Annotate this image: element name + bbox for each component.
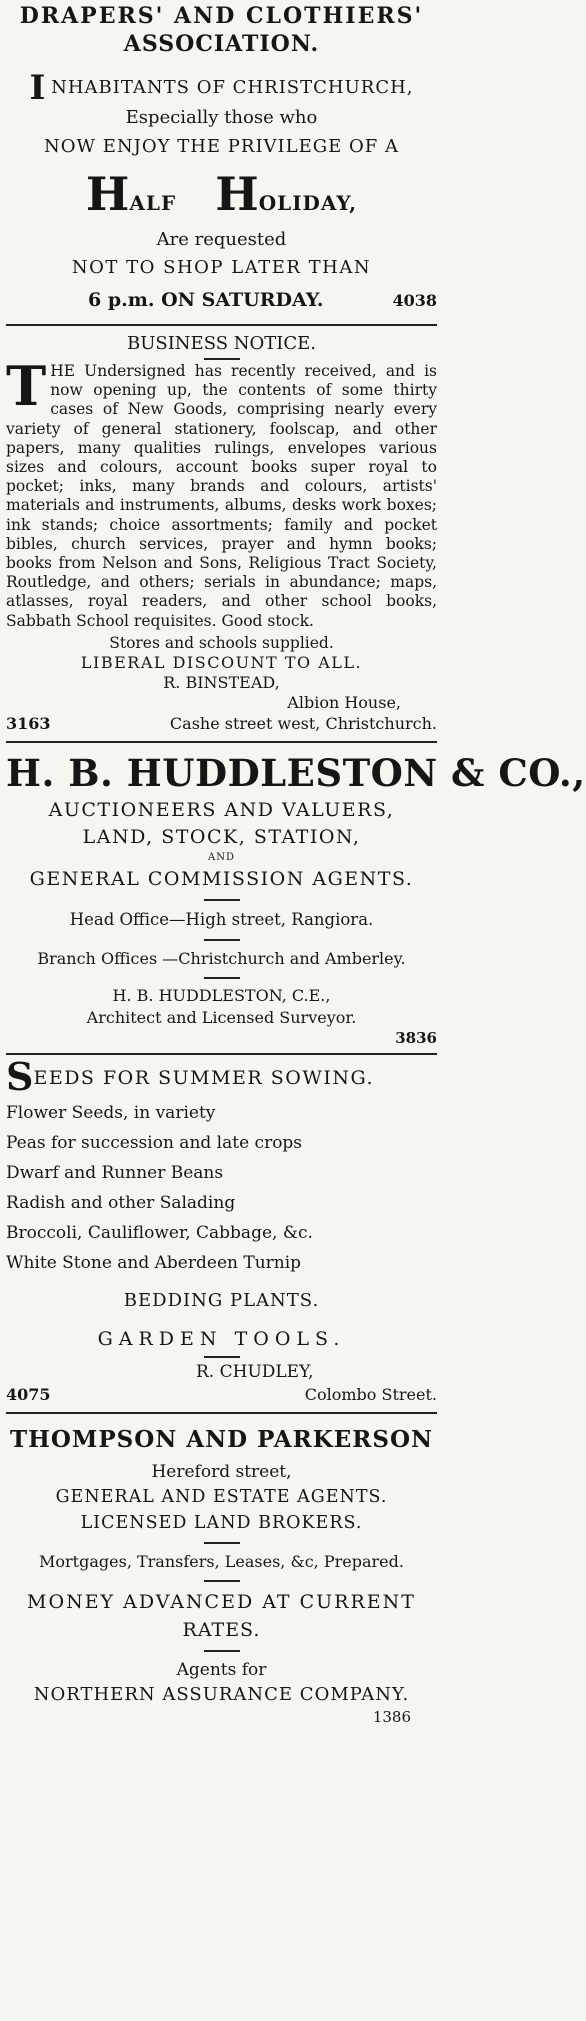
huddleston-number: 3836 [395,1028,437,1047]
huddleston-head-office: Head Office—High street, Rangiora. [69,909,374,929]
seeds-ad [6,1053,437,1408]
half-initial: H [85,167,130,221]
drapers-number: 4038 [392,291,437,310]
list-item: Broccoli, Cauliflower, Cabbage, &c. [6,1222,313,1243]
drapers-line8: 6 p.m. ON SATURDAY. [88,289,324,311]
seeds-address: Colombo Street. [304,1384,437,1404]
huddleston-line3: AND [208,851,235,863]
list-item: Peas for succession and late crops [6,1132,303,1153]
business-text: HE Undersigned has recently received, and is now opening up, the contents of some thirty cases of New Goods, comprising nearly every variety of general stationery, foolscap, and other papers, many qualities rulings, envelopes various sizes and colours, account books super royal to pocket; inks, many brands and colours, artists' materials and instruments, albums, desks work boxes; ink stands; choice assortments; family and pocket bibles, church services, prayer and hymn books; books from Nelson and Sons, Religious Tract Society, Routledge, and others; serials in abundance; maps, atlasses, royal readers, and other school books, Sabbath School requisites. Good stock. [6,362,437,630]
seeds-heading-rest: EEDS FOR SUMMER SOWING. [33,1066,375,1089]
half-rest: ALF [129,191,177,215]
thompson-ad [6,1418,437,1728]
business-heading: BUSINESS NOTICE. [126,333,317,354]
seeds-name: R. CHUDLEY, [196,1361,314,1382]
thompson-line2: GENERAL AND ESTATE AGENTS. [55,1486,388,1507]
business-notice-ad [6,330,437,737]
thompson-line3: LICENSED LAND BROKERS. [80,1512,363,1533]
huddleston-line2: LAND, STOCK, STATION, [82,825,361,848]
drapers-line1: DRAPERS' AND CLOTHIERS' [19,3,424,29]
thompson-line6: RATES. [182,1618,261,1641]
business-name: R. BINSTEAD, [163,672,280,692]
seeds-list [6,1102,437,1274]
list-item: Dwarf and Runner Beans [6,1162,224,1183]
business-address: Cashe street west, Christchurch. [169,713,437,733]
divider [6,1412,437,1414]
seeds-dropcap: S [6,1053,34,1099]
seeds-bedding: BEDDING PLANTS. [123,1289,320,1311]
short-rule [204,358,240,360]
business-discount: LIBERAL DISCOUNT TO ALL. [80,652,363,672]
huddleston-title: H. B. HUDDLESTON & CO., [6,750,586,795]
drapers-line3: Especially those who [125,107,318,128]
huddleston-title2: Architect and Licensed Surveyor. [86,1007,357,1027]
thompson-line8: NORTHERN ASSURANCE COMPANY. [33,1683,410,1705]
drapers-first-line [6,68,437,108]
thompson-title: THOMPSON AND PARKERSON [9,1425,434,1453]
business-footer [6,713,437,735]
huddleston-name: H. B. HUDDLESTON, C.E., [112,985,331,1005]
thompson-line4: Mortgages, Transfers, Leases, &c, Prepared. [39,1551,404,1571]
business-number: 3163 [6,713,51,733]
huddleston-line1: AUCTIONEERS AND VALUERS, [48,798,395,821]
divider [6,324,437,326]
seeds-footer [6,1384,437,1406]
huddleston-ad [6,747,586,1049]
thompson-line1: Hereford street, [151,1461,292,1482]
short-rule [204,1580,240,1582]
divider [6,1053,437,1055]
half-holiday [6,167,437,227]
short-rule [204,977,240,979]
short-rule [204,1650,240,1652]
holiday-rest: OLIDAY, [258,191,358,215]
short-rule [204,939,240,941]
list-item: Flower Seeds, in variety [6,1102,216,1123]
drapers-line6: Are requested [156,229,287,250]
list-item: White Stone and Aberdeen Turnip [6,1252,302,1273]
business-house: Albion House, [287,692,401,712]
business-stores: Stores and schools supplied. [109,633,334,652]
drapers-first-line-rest: NHABITANTS OF CHRISTCHURCH, [51,77,414,98]
drapers-ad [6,0,437,320]
seeds-number: 4075 [6,1384,51,1404]
drapers-line8-row [6,283,437,318]
drapers-line4: NOW ENJOY THE PRIVILEGE OF A [44,136,399,157]
huddleston-line4: GENERAL COMMISSION AGENTS. [29,867,414,890]
seeds-tools: GARDEN TOOLS. [97,1327,346,1350]
holiday-initial: H [215,167,259,221]
business-dropcap: T [6,354,47,418]
huddleston-branch-offices: Branch Offices —Christchurch and Amberley. [37,948,406,968]
drapers-dropcap: I [29,68,46,108]
drapers-line2: ASSOCIATION. [123,31,320,57]
short-rule [204,1356,240,1358]
thompson-line7: Agents for [176,1659,267,1680]
seeds-heading [6,1053,437,1099]
thompson-line5: MONEY ADVANCED AT CURRENT [27,1590,416,1613]
short-rule [204,1542,240,1544]
drapers-line7: NOT TO SHOP LATER THAN [71,257,372,278]
business-body [6,354,437,631]
short-rule [204,899,240,901]
divider [6,741,437,743]
list-item: Radish and other Salading [6,1192,236,1213]
thompson-number: 1386 [372,1707,411,1726]
